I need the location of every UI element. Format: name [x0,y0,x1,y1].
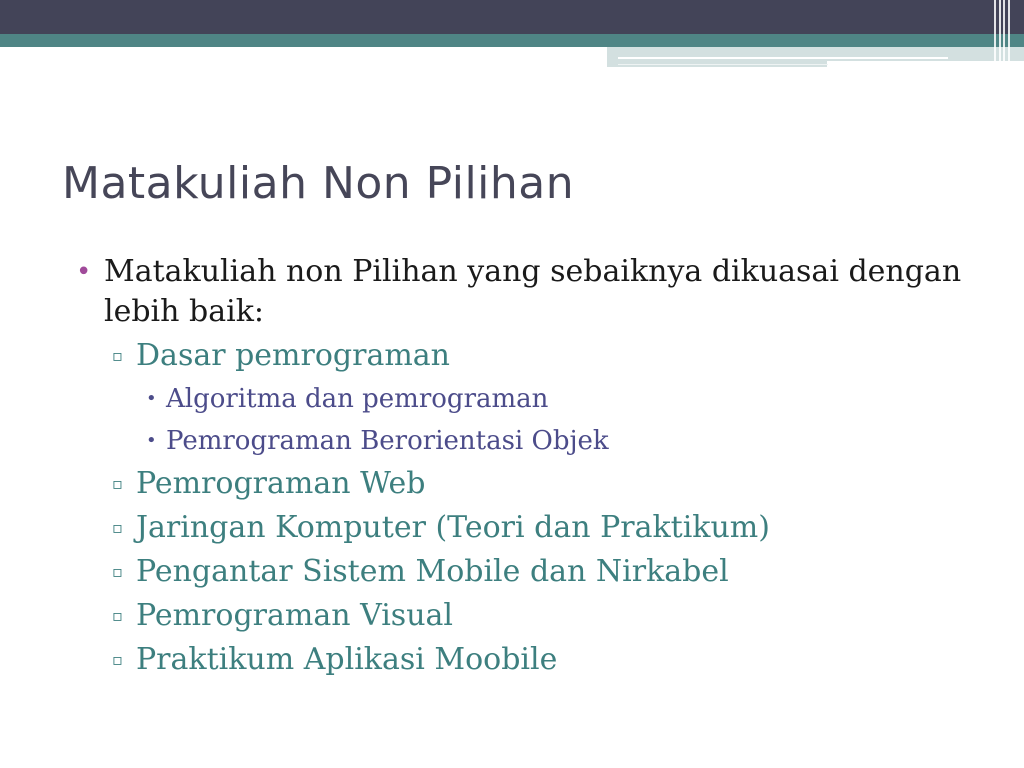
bullet-icon: • [76,257,92,287]
intro-bullet [76,252,984,332]
sub-list-item [146,378,1024,420]
slide-title: Matakuliah Non Pilihan [62,158,575,209]
list-item [112,462,1024,506]
list-item [112,638,1024,682]
list-item-label: Pemrograman Visual [136,598,453,633]
header-vertical-stripes [990,0,1024,70]
list-item-label: Jaringan Komputer (Teori dan Praktikum) [136,510,770,545]
square-bullet-icon: ▫ [112,518,123,537]
header-band-teal [0,34,1024,47]
square-bullet-icon: ▫ [112,650,123,669]
square-bullet-icon: ▫ [112,474,123,493]
list-item [112,594,1024,638]
square-bullet-icon: ▫ [112,346,123,365]
list-item-label: Praktikum Aplikasi Moobile [136,642,558,677]
list-item [112,506,1024,550]
intro-text: Matakuliah non Pilihan yang sebaiknya dikuasai dengan lebih baik: [104,254,962,329]
square-bullet-icon: ▫ [112,606,123,625]
slide-body [0,252,1024,682]
sub-list-item-label: Algoritma dan pemrograman [166,384,549,414]
list-item [112,550,1024,594]
list-item-label: Pemrograman Web [136,466,426,501]
sub-list-item-label: Pemrograman Berorientasi Objek [166,426,609,456]
list-item-label: Pengantar Sistem Mobile dan Nirkabel [136,554,729,589]
header-rule [618,57,948,59]
sub-list-item [146,420,1024,462]
dot-bullet-icon: • [146,430,157,451]
dot-bullet-icon: • [146,388,157,409]
list-item [112,334,1024,378]
header-rule-thin [618,64,828,65]
header-band-dark [0,0,1024,34]
square-bullet-icon: ▫ [112,562,123,581]
list-item-label: Dasar pemrograman [136,338,450,373]
